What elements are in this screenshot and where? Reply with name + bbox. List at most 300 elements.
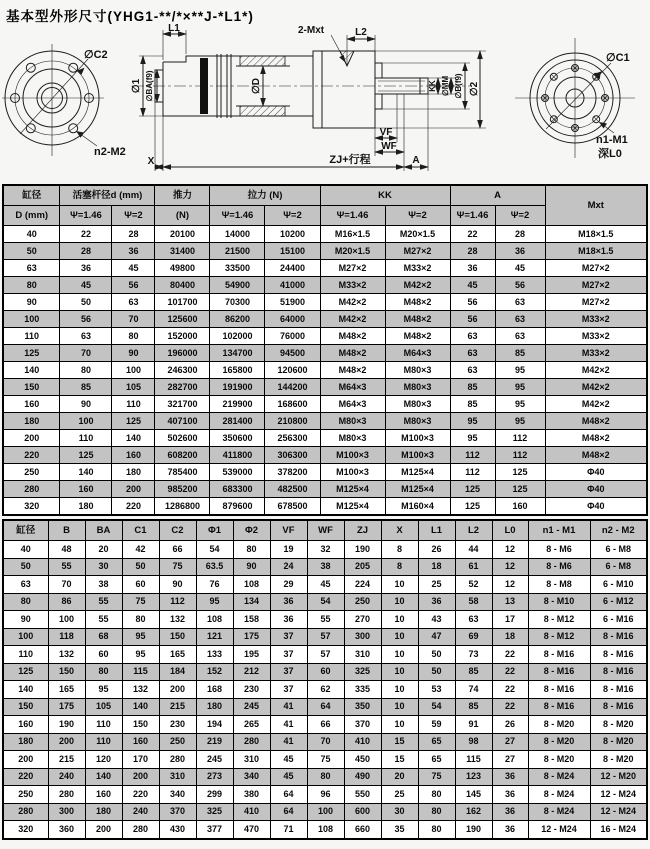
table-cell: 36 xyxy=(492,768,528,786)
table-cell: 36 xyxy=(112,243,155,260)
header-bore: 缸径 xyxy=(3,185,60,206)
table-cell: 115 xyxy=(122,663,159,681)
table-cell: 36 xyxy=(492,803,528,821)
table-cell: 985200 xyxy=(155,481,210,498)
table-row xyxy=(3,362,647,379)
table-cell: 22 xyxy=(492,646,528,664)
table-cell: 205 xyxy=(344,558,381,576)
table-cell: M48×2 xyxy=(545,430,647,447)
table-cell: 144200 xyxy=(265,379,320,396)
table-cell: 160 xyxy=(3,396,60,413)
table-cell: 350 xyxy=(344,698,381,716)
table-cell: Φ40 xyxy=(545,498,647,516)
table-cell: 152000 xyxy=(155,328,210,345)
table-cell: 15 xyxy=(381,751,418,769)
table-cell: 10 xyxy=(381,628,418,646)
table-cell: 410 xyxy=(344,733,381,751)
table-cell: 220 xyxy=(112,498,155,516)
header-thrust-unit: (N) xyxy=(155,206,210,226)
table-cell: 80400 xyxy=(155,277,210,294)
table-cell: 64000 xyxy=(265,311,320,328)
table-cell: 36 xyxy=(418,593,455,611)
table-cell: 45 xyxy=(270,768,307,786)
table-cell: 8 xyxy=(381,541,418,559)
table-cell: 10 xyxy=(381,716,418,734)
header-cell: C1 xyxy=(122,520,159,541)
table-cell: 281400 xyxy=(210,413,265,430)
table-cell: 80 xyxy=(112,328,155,345)
table-cell: 660 xyxy=(344,821,381,839)
table-cell: 145 xyxy=(455,786,492,804)
table-cell: M33×2 xyxy=(545,328,647,345)
table-cell: 85 xyxy=(450,396,495,413)
table-cell: 430 xyxy=(159,821,196,839)
table-cell: 450 xyxy=(344,751,381,769)
table-cell: 12 - M24 xyxy=(528,821,590,839)
table-cell: 90 xyxy=(60,396,112,413)
table-cell: 250 xyxy=(3,464,60,481)
table-cell: 95 xyxy=(495,396,545,413)
table-cell: 490 xyxy=(344,768,381,786)
header-cell: Φ1 xyxy=(196,520,233,541)
table-cell: M27×2 xyxy=(385,243,450,260)
table-cell: 180 xyxy=(60,498,112,516)
table-cell: 8 - M16 xyxy=(590,646,647,664)
table-cell: 10 xyxy=(381,698,418,716)
table-cell: 280 xyxy=(48,786,85,804)
left-flange-view xyxy=(2,44,126,158)
header-a: A xyxy=(450,185,545,206)
dim-label-c1: ∅C1 xyxy=(606,52,630,64)
table-cell: M160×4 xyxy=(385,498,450,516)
table-cell: 132 xyxy=(159,611,196,629)
table-cell: 250 xyxy=(344,593,381,611)
table-cell: 76 xyxy=(196,576,233,594)
table-cell: M100×3 xyxy=(385,447,450,464)
table-cell: 70 xyxy=(48,576,85,594)
table-cell: 50 xyxy=(60,294,112,311)
dim-label-vf: VF xyxy=(379,127,393,138)
table-cell: 64 xyxy=(307,698,344,716)
table-cell: 22 xyxy=(450,226,495,243)
table-cell: 196000 xyxy=(155,345,210,362)
header-cell: Φ2 xyxy=(233,520,270,541)
table-cell: 370 xyxy=(159,803,196,821)
table-cell: 190 xyxy=(455,821,492,839)
table-cell: 45 xyxy=(495,260,545,277)
dim-label-dia-mm: ∅MM xyxy=(441,75,450,97)
table-cell: 54 xyxy=(196,541,233,559)
table-cell: 152 xyxy=(196,663,233,681)
table-cell: 29 xyxy=(270,576,307,594)
table-cell: 63 xyxy=(495,328,545,345)
table-cell: 8 - M20 xyxy=(590,733,647,751)
header-cell: n1 - M1 xyxy=(528,520,590,541)
table-cell: 64 xyxy=(270,786,307,804)
table-cell: 162 xyxy=(455,803,492,821)
table-cell: 273 xyxy=(196,768,233,786)
table-cell: 55 xyxy=(307,611,344,629)
table-row xyxy=(3,698,647,716)
table-cell: 340 xyxy=(233,768,270,786)
table-cell: 37 xyxy=(270,663,307,681)
table-row xyxy=(3,751,647,769)
table-cell: 63 xyxy=(3,260,60,277)
table-cell: 42 xyxy=(122,541,159,559)
table-cell: 470 xyxy=(233,821,270,839)
header-psi2: Ψ=2 xyxy=(495,206,545,226)
table-cell: 36 xyxy=(270,611,307,629)
table-cell: 8 - M6 xyxy=(528,541,590,559)
table-cell: 8 - M20 xyxy=(528,716,590,734)
table-cell: 54900 xyxy=(210,277,265,294)
table-cell: 22 xyxy=(492,663,528,681)
table-cell: 56 xyxy=(60,311,112,328)
table-cell: 12 xyxy=(492,541,528,559)
table-cell: 85 xyxy=(455,698,492,716)
table-cell: 340 xyxy=(159,786,196,804)
table-cell: 215 xyxy=(159,698,196,716)
table-cell: 37 xyxy=(270,681,307,699)
table-cell: 21500 xyxy=(210,243,265,260)
table-cell: 41 xyxy=(270,733,307,751)
dim-label-dia-d: ∅D xyxy=(251,78,262,94)
table-cell: 12 - M24 xyxy=(590,786,647,804)
table-cell: 80 xyxy=(418,821,455,839)
table-cell: 70 xyxy=(307,733,344,751)
table-cell: 200 xyxy=(3,430,60,447)
table-cell: 879600 xyxy=(210,498,265,516)
table-cell: 200 xyxy=(112,481,155,498)
force-thread-table xyxy=(2,184,648,516)
header-psi1: Ψ=1.46 xyxy=(210,206,265,226)
table-cell: 30 xyxy=(381,803,418,821)
table-cell: 36 xyxy=(60,260,112,277)
table-cell: M16×1.5 xyxy=(320,226,385,243)
table-cell: 31400 xyxy=(155,243,210,260)
table-cell: 95 xyxy=(122,628,159,646)
table-row xyxy=(3,345,647,362)
table-row xyxy=(3,498,647,516)
table-cell: 36 xyxy=(492,786,528,804)
table-cell: 377 xyxy=(196,821,233,839)
header-psi1: Ψ=1.46 xyxy=(450,206,495,226)
table-row xyxy=(3,821,647,839)
header-rod-dia: 活塞杆径d (mm) xyxy=(60,185,155,206)
table-cell: 265 xyxy=(233,716,270,734)
header-psi2: Ψ=2 xyxy=(265,206,320,226)
table-cell: 8 - M16 xyxy=(590,628,647,646)
table-cell: 325 xyxy=(196,803,233,821)
table-cell: 94500 xyxy=(265,345,320,362)
table-cell: 224 xyxy=(344,576,381,594)
table-cell: 410 xyxy=(233,803,270,821)
table-cell: 95 xyxy=(495,362,545,379)
table-cell: 18 xyxy=(418,558,455,576)
dim-label-kk: KK xyxy=(428,80,437,92)
header-cell: ZJ xyxy=(344,520,381,541)
header-cell: n2 - M2 xyxy=(590,520,647,541)
table-cell: 195 xyxy=(233,646,270,664)
table-cell: 14000 xyxy=(210,226,265,243)
table-row xyxy=(3,733,647,751)
table-cell: 80 xyxy=(307,768,344,786)
table-cell: 61 xyxy=(455,558,492,576)
table-cell: 47 xyxy=(418,628,455,646)
table-row xyxy=(3,681,647,699)
table-cell: 280 xyxy=(3,803,48,821)
table-cell: 134 xyxy=(233,593,270,611)
dim-label-l1: L1 xyxy=(168,23,180,34)
table-cell: 280 xyxy=(233,733,270,751)
table-cell: 55 xyxy=(85,611,122,629)
table-cell: 24400 xyxy=(265,260,320,277)
table-cell: M80×3 xyxy=(385,362,450,379)
table-row xyxy=(3,628,647,646)
table-cell: 66 xyxy=(159,541,196,559)
table-cell: 170 xyxy=(122,751,159,769)
table-cell: 91 xyxy=(455,716,492,734)
table-row xyxy=(3,430,647,447)
table-cell: 378200 xyxy=(265,464,320,481)
table-cell: 63 xyxy=(495,311,545,328)
header-cell: L0 xyxy=(492,520,528,541)
table-cell: 140 xyxy=(3,681,48,699)
table-row xyxy=(3,786,647,804)
table-cell: 184 xyxy=(159,663,196,681)
table-cell: 210800 xyxy=(265,413,320,430)
table-cell: 40 xyxy=(3,226,60,243)
table-cell: 220 xyxy=(3,447,60,464)
table-row xyxy=(3,716,647,734)
table-cell: 10 xyxy=(381,576,418,594)
table-cell: 100 xyxy=(60,413,112,430)
table-cell: 8 - M8 xyxy=(528,576,590,594)
table-row xyxy=(3,593,647,611)
table-cell: 63.5 xyxy=(196,558,233,576)
table-cell: 160 xyxy=(495,498,545,516)
table-cell: 190 xyxy=(48,716,85,734)
table-cell: 10 xyxy=(381,593,418,611)
table-cell: 600 xyxy=(344,803,381,821)
table-cell: 50 xyxy=(418,663,455,681)
table-cell: 105 xyxy=(112,379,155,396)
table-cell: 8 xyxy=(381,558,418,576)
table-cell: 6 - M12 xyxy=(590,593,647,611)
table-cell: 8 - M10 xyxy=(528,593,590,611)
table-cell: M33×2 xyxy=(385,260,450,277)
table-cell: 50 xyxy=(3,558,48,576)
table-cell: 246300 xyxy=(155,362,210,379)
table-cell: 180 xyxy=(3,733,48,751)
table-cell: 57 xyxy=(307,646,344,664)
table-cell: 25 xyxy=(418,576,455,594)
table-row xyxy=(3,311,647,328)
table-cell: 68 xyxy=(85,628,122,646)
table-cell: M18×1.5 xyxy=(545,226,647,243)
table-cell: 63 xyxy=(450,362,495,379)
table-cell: 86 xyxy=(48,593,85,611)
table-cell: 125 xyxy=(495,464,545,481)
table-cell: M42×2 xyxy=(320,311,385,328)
table-cell: 219900 xyxy=(210,396,265,413)
table-cell: 26 xyxy=(418,541,455,559)
table-cell: 180 xyxy=(196,698,233,716)
table-cell: 190 xyxy=(344,541,381,559)
table-cell: M20×1.5 xyxy=(320,243,385,260)
table-cell: M42×2 xyxy=(545,379,647,396)
table-cell: 240 xyxy=(122,803,159,821)
table-cell: 150 xyxy=(3,698,48,716)
table-cell: M100×3 xyxy=(385,430,450,447)
table-cell: 66 xyxy=(307,716,344,734)
table-cell: M42×2 xyxy=(385,277,450,294)
table-cell: 118 xyxy=(48,628,85,646)
table-cell: 63 xyxy=(60,328,112,345)
table-cell: 200 xyxy=(122,768,159,786)
table-cell: 10 xyxy=(381,611,418,629)
table-cell: 49800 xyxy=(155,260,210,277)
table-cell: 165800 xyxy=(210,362,265,379)
table-cell: 80 xyxy=(233,541,270,559)
table-cell: 550 xyxy=(344,786,381,804)
table-cell: 300 xyxy=(48,803,85,821)
table-cell: 76000 xyxy=(265,328,320,345)
mounting-dimensions-table xyxy=(2,519,648,840)
header-kk: KK xyxy=(320,185,450,206)
table-cell: M33×2 xyxy=(545,311,647,328)
table-cell: 8 - M20 xyxy=(528,751,590,769)
table-cell: 110 xyxy=(60,430,112,447)
table-cell: 70 xyxy=(60,345,112,362)
table-cell: 683300 xyxy=(210,481,265,498)
table-cell: 539000 xyxy=(210,464,265,481)
table-cell: 27 xyxy=(492,733,528,751)
table-cell: 95 xyxy=(122,646,159,664)
table-cell: 80 xyxy=(3,277,60,294)
table-cell: 20 xyxy=(381,768,418,786)
header-psi1: Ψ=1.46 xyxy=(60,206,112,226)
table-cell: 36 xyxy=(495,243,545,260)
table-cell: 150 xyxy=(159,628,196,646)
table-cell: M33×2 xyxy=(545,345,647,362)
table-cell: 175 xyxy=(233,628,270,646)
table-cell: 86200 xyxy=(210,311,265,328)
table-cell: 110 xyxy=(85,716,122,734)
table-cell: 310 xyxy=(159,768,196,786)
table-cell: 180 xyxy=(3,413,60,430)
table-cell: 38 xyxy=(307,558,344,576)
table-cell: 110 xyxy=(112,396,155,413)
table-cell: M27×2 xyxy=(545,277,647,294)
table-cell: 41000 xyxy=(265,277,320,294)
table-cell: 20100 xyxy=(155,226,210,243)
dim-label-dia-ba: ∅BA(f9) xyxy=(145,70,154,102)
table-cell: 63 xyxy=(495,294,545,311)
right-flange-view xyxy=(515,38,635,160)
table-cell: 8 - M6 xyxy=(528,558,590,576)
table-cell: 98 xyxy=(455,733,492,751)
table-cell: 6 - M8 xyxy=(590,558,647,576)
table-cell: 101700 xyxy=(155,294,210,311)
table-cell: M33×2 xyxy=(320,277,385,294)
table-cell: 37 xyxy=(270,628,307,646)
table-cell: 160 xyxy=(3,716,48,734)
dim-label-n1m1: n1-M1 xyxy=(596,134,628,146)
table-cell: 45 xyxy=(307,576,344,594)
table-cell: 175 xyxy=(48,698,85,716)
table-cell: 8 - M24 xyxy=(528,803,590,821)
table-cell: 37 xyxy=(270,646,307,664)
table-cell: 22 xyxy=(60,226,112,243)
table-cell: 52 xyxy=(455,576,492,594)
table-cell: 158 xyxy=(233,611,270,629)
table-cell: 125600 xyxy=(155,311,210,328)
cylinder-side-view xyxy=(131,23,486,171)
header-cell: VF xyxy=(270,520,307,541)
table-cell: 8 - M24 xyxy=(528,786,590,804)
table-cell: 56 xyxy=(450,311,495,328)
table-cell: 110 xyxy=(3,646,48,664)
table-cell: 8 - M12 xyxy=(528,628,590,646)
dim-label-dia1: ∅1 xyxy=(131,78,142,94)
table-cell: 608200 xyxy=(155,447,210,464)
table-cell: 280 xyxy=(3,481,60,498)
header-psi1: Ψ=1.46 xyxy=(320,206,385,226)
table-cell: M42×2 xyxy=(545,396,647,413)
table-cell: 140 xyxy=(3,362,60,379)
table-cell: 100 xyxy=(48,611,85,629)
table-cell: 6 - M10 xyxy=(590,576,647,594)
table-cell: 80 xyxy=(60,362,112,379)
table-cell: 140 xyxy=(60,464,112,481)
table-cell: 80 xyxy=(85,663,122,681)
table-cell: 132 xyxy=(48,646,85,664)
table-cell: 105 xyxy=(85,698,122,716)
table-cell: 306300 xyxy=(265,447,320,464)
table-cell: 75 xyxy=(122,593,159,611)
dim-arrow xyxy=(599,122,607,129)
table-cell: M27×2 xyxy=(545,294,647,311)
table-cell: 6 - M8 xyxy=(590,541,647,559)
table-cell: 502600 xyxy=(155,430,210,447)
table-cell: 191900 xyxy=(210,379,265,396)
dim-label-wf: WF xyxy=(381,141,397,152)
table-cell: 85 xyxy=(450,379,495,396)
table-cell: 8 - M16 xyxy=(528,698,590,716)
table-cell: 108 xyxy=(233,576,270,594)
table-cell: 8 - M20 xyxy=(590,716,647,734)
table-cell: M48×2 xyxy=(385,328,450,345)
table-cell: 13 xyxy=(492,593,528,611)
table-row xyxy=(3,396,647,413)
table-cell: 785400 xyxy=(155,464,210,481)
header-cell: 缸径 xyxy=(3,520,48,541)
table-cell: 38 xyxy=(85,576,122,594)
table-cell: 108 xyxy=(307,821,344,839)
table-row xyxy=(3,576,647,594)
table-cell: 36 xyxy=(450,260,495,277)
table-row xyxy=(3,481,647,498)
table-cell: 50 xyxy=(122,558,159,576)
table-row xyxy=(3,803,647,821)
table-row xyxy=(3,413,647,430)
table-cell: 60 xyxy=(307,663,344,681)
table-cell: 240 xyxy=(48,768,85,786)
table-cell: 280 xyxy=(159,751,196,769)
table-cell: 250 xyxy=(3,786,48,804)
table-cell: 8 - M12 xyxy=(528,611,590,629)
